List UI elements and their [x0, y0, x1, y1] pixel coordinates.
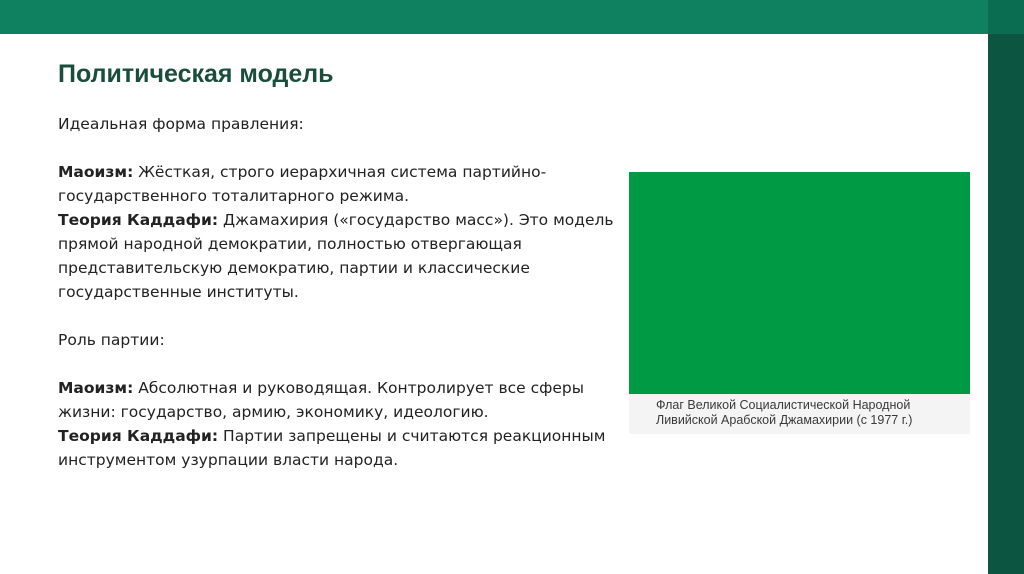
section-heading-form: Идеальная форма правления: — [58, 115, 304, 133]
top-accent-bar — [0, 0, 1024, 34]
slide-body — [58, 112, 618, 472]
paragraph-gaddafi-party — [58, 424, 618, 472]
slide-title: Политическая модель — [58, 60, 334, 88]
spacer — [58, 136, 618, 160]
paragraph-maoism-form — [58, 160, 618, 208]
paragraph-maoism-party — [58, 376, 618, 424]
maoism-label: Маоизм: — [58, 379, 134, 397]
spacer — [58, 304, 618, 328]
maoism-party-text: Абсолютная и руководящая. Контролирует все сферы жизни: государство, армию, экономику, идеологию. — [58, 379, 584, 421]
flag-caption — [656, 398, 966, 428]
right-accent-corner — [988, 0, 1024, 34]
gaddafi-party-text: Партии запрещены и считаются реакционным инструментом узурпации власти народа. — [58, 427, 606, 469]
gaddafi-form-text: Джамахирия («государство масс»). Это модель прямой народной демократии, полностью отвергающая представительскую демократию, партии и классические государственные институты. — [58, 211, 614, 301]
flag-caption-line: Флаг Великой Социалистической Народной — [656, 398, 911, 412]
section-heading-party: Роль партии: — [58, 331, 165, 349]
right-accent-bar — [988, 0, 1024, 574]
maoism-label: Маоизм: — [58, 163, 134, 181]
paragraph-gaddafi-form — [58, 208, 618, 304]
gaddafi-label: Теория Каддафи: — [58, 211, 219, 229]
gaddafi-label: Теория Каддафи: — [58, 427, 219, 445]
flag-caption-line: Ливийской Арабской Джамахирии (с 1977 г.) — [656, 413, 913, 427]
maoism-form-text: Жёсткая, строго иерархичная система партийно-государственного тоталитарного режима. — [58, 163, 547, 205]
spacer — [58, 352, 618, 376]
libya-flag-image — [629, 172, 970, 394]
